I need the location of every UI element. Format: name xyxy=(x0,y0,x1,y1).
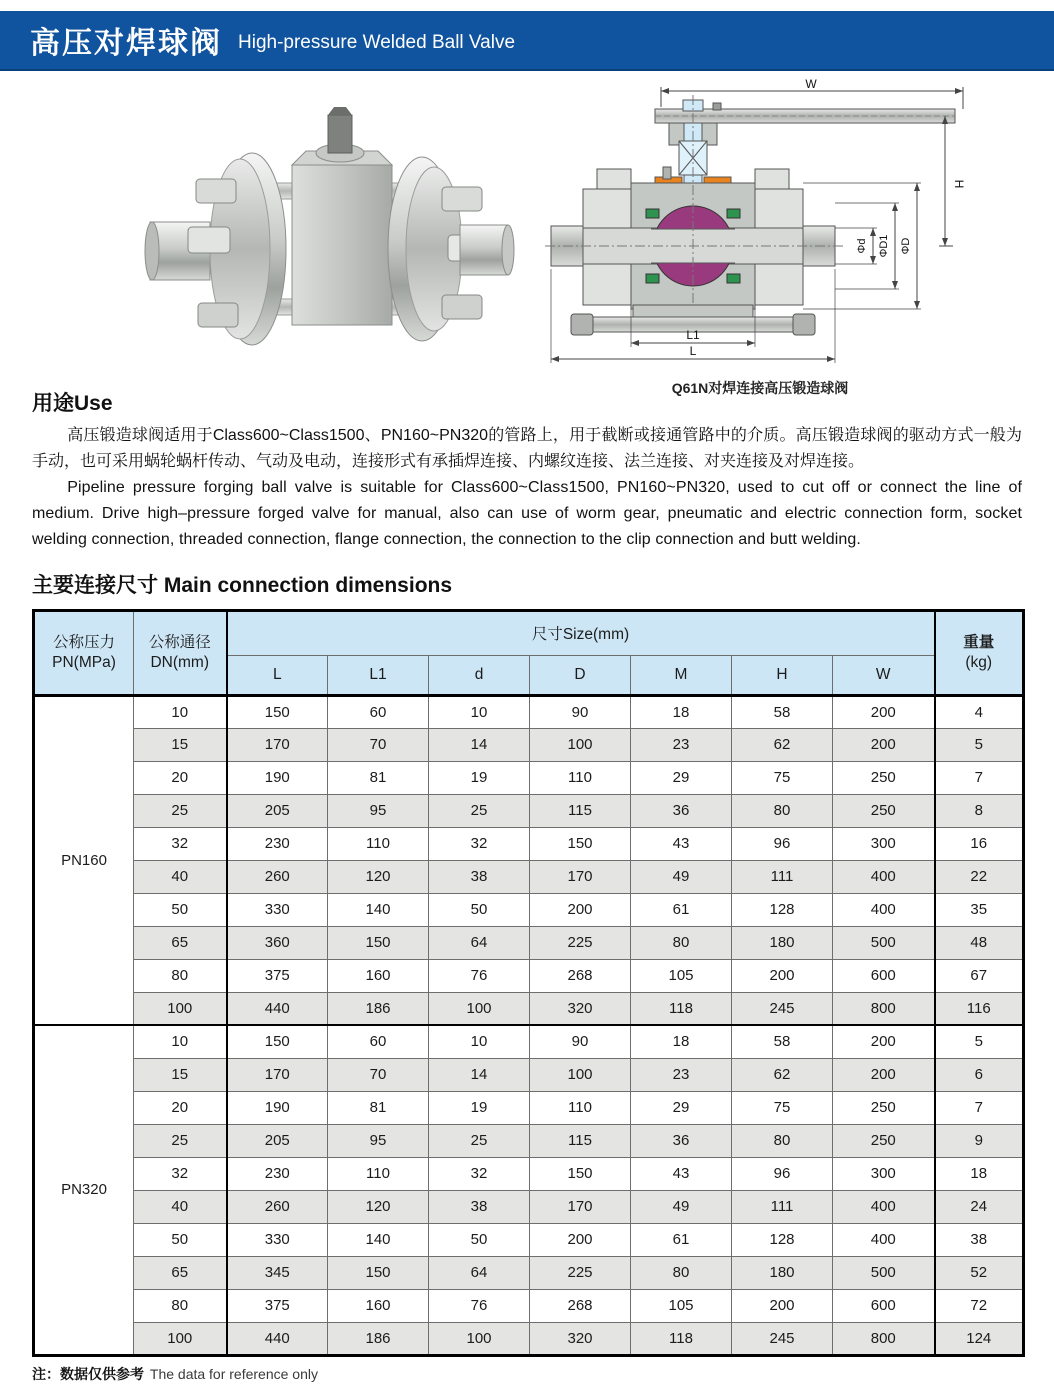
table-row xyxy=(34,1157,1024,1190)
dn-cell: 100 xyxy=(134,992,227,1025)
dimension-cell: 110 xyxy=(530,761,631,794)
dn-cell: 32 xyxy=(134,1157,227,1190)
table-row xyxy=(34,926,1024,959)
dimension-cell: 18 xyxy=(631,695,732,728)
dimension-cell: 150 xyxy=(328,1256,429,1289)
dimension-cell: 111 xyxy=(732,1190,833,1223)
dimension-cell: 200 xyxy=(833,728,935,761)
dimension-cell: 110 xyxy=(328,827,429,860)
dn-cell: 50 xyxy=(134,893,227,926)
dimension-cell: 200 xyxy=(530,893,631,926)
dimension-cell: 440 xyxy=(227,1322,328,1355)
dimension-cell: 75 xyxy=(732,1091,833,1124)
weight-cell: 35 xyxy=(935,893,1024,926)
dimension-cell: 140 xyxy=(328,1223,429,1256)
dimension-cell: 81 xyxy=(328,1091,429,1124)
dimension-cell: 43 xyxy=(631,1157,732,1190)
dimension-cell: 186 xyxy=(328,992,429,1025)
note-zh: 注：数据仅供参考 xyxy=(32,1365,144,1382)
dn-cell: 15 xyxy=(134,1058,227,1091)
weight-cell: 48 xyxy=(935,926,1024,959)
weight-cell: 16 xyxy=(935,827,1024,860)
dimension-cell: 250 xyxy=(833,1091,935,1124)
dimension-cell: 320 xyxy=(530,1322,631,1355)
dimension-cell: 600 xyxy=(833,959,935,992)
dimension-cell: 60 xyxy=(328,695,429,728)
weight-cell: 52 xyxy=(935,1256,1024,1289)
dimension-cell: 105 xyxy=(631,1289,732,1322)
weight-cell: 7 xyxy=(935,761,1024,794)
dimension-cell: 200 xyxy=(732,1289,833,1322)
dimension-cell: 61 xyxy=(631,893,732,926)
dimension-cell: 10 xyxy=(429,1025,530,1058)
dn-cell: 80 xyxy=(134,959,227,992)
dn-cell: 80 xyxy=(134,1289,227,1322)
dimension-cell: 800 xyxy=(833,1322,935,1355)
table-row xyxy=(34,1256,1024,1289)
weight-cell: 9 xyxy=(935,1124,1024,1157)
weight-cell: 22 xyxy=(935,860,1024,893)
dimension-cell: 500 xyxy=(833,926,935,959)
dimension-cell: 115 xyxy=(530,794,631,827)
dimension-cell: 128 xyxy=(732,893,833,926)
dimension-cell: 186 xyxy=(328,1322,429,1355)
dim-column-header: W xyxy=(833,655,935,695)
dn-cell: 15 xyxy=(134,728,227,761)
dimension-cell: 268 xyxy=(530,1289,631,1322)
table-row xyxy=(34,992,1024,1025)
size-group-header: 尺寸Size(mm) xyxy=(227,610,935,655)
dimension-cell: 25 xyxy=(429,794,530,827)
dimension-cell: 62 xyxy=(732,1058,833,1091)
dimension-cell: 160 xyxy=(328,959,429,992)
dimension-cell: 111 xyxy=(732,860,833,893)
dimension-cell: 600 xyxy=(833,1289,935,1322)
dn-cell: 10 xyxy=(134,695,227,728)
dimension-cell: 190 xyxy=(227,761,328,794)
table-row xyxy=(34,695,1024,728)
dn-cell: 65 xyxy=(134,1256,227,1289)
dimension-cell: 38 xyxy=(429,860,530,893)
dim-label-l1: L1 xyxy=(685,328,700,342)
dimension-cell: 36 xyxy=(631,794,732,827)
dimension-cell: 225 xyxy=(530,926,631,959)
dimension-cell: 29 xyxy=(631,761,732,794)
dn-cell: 65 xyxy=(134,926,227,959)
dn-column-header xyxy=(134,610,227,695)
title-banner xyxy=(0,11,1054,71)
dimension-cell: 100 xyxy=(530,1058,631,1091)
drawing-caption: Q61N对焊连接高压锻造球阀 xyxy=(671,380,849,396)
dimension-cell: 23 xyxy=(631,1058,732,1091)
dimension-cell: 300 xyxy=(833,827,935,860)
pressure-header-zh: 公称压力 xyxy=(52,634,115,652)
dimension-cell: 58 xyxy=(732,1025,833,1058)
dimension-cell: 95 xyxy=(328,1124,429,1157)
dim-label-w: W xyxy=(804,79,817,91)
dim-label-phiD1: ΦD1 xyxy=(877,234,890,258)
weight-cell: 18 xyxy=(935,1157,1024,1190)
dimension-cell: 118 xyxy=(631,992,732,1025)
weight-cell: 7 xyxy=(935,1091,1024,1124)
dimension-cell: 96 xyxy=(732,827,833,860)
dimension-cell: 800 xyxy=(833,992,935,1025)
dimension-cell: 64 xyxy=(429,926,530,959)
dimension-cell: 150 xyxy=(530,827,631,860)
dimension-cell: 29 xyxy=(631,1091,732,1124)
table-row xyxy=(34,827,1024,860)
dimension-cell: 440 xyxy=(227,992,328,1025)
dimension-cell: 360 xyxy=(227,926,328,959)
table-row xyxy=(34,1091,1024,1124)
dimension-cell: 320 xyxy=(530,992,631,1025)
weight-cell: 5 xyxy=(935,1025,1024,1058)
dimension-cell: 230 xyxy=(227,827,328,860)
dimension-cell: 14 xyxy=(429,728,530,761)
table-row xyxy=(34,1322,1024,1355)
table-row xyxy=(34,959,1024,992)
valve-photo xyxy=(130,87,530,382)
table-note xyxy=(32,1364,1022,1384)
dimension-cell: 180 xyxy=(732,926,833,959)
dimension-cell: 18 xyxy=(631,1025,732,1058)
dimension-cell: 200 xyxy=(833,1058,935,1091)
dimension-cell: 150 xyxy=(328,926,429,959)
dimension-cell: 80 xyxy=(732,794,833,827)
use-paragraph-en: Pipeline pressure forging ball valve is suitable for Class600~Class1500, PN160~PN320, used to cut off or connect the line of medium. Drive high–pressure forged valve for manual, also can use of worm gear, pneumatic and electric connection form, socket welding connection, threaded connection, flange connection, the connection to the clip connection and butt welding. xyxy=(32,478,1022,548)
weight-cell: 124 xyxy=(935,1322,1024,1355)
dimension-cell: 245 xyxy=(732,1322,833,1355)
dimension-cell: 250 xyxy=(833,1124,935,1157)
dimension-cell: 80 xyxy=(631,1256,732,1289)
dimension-cell: 120 xyxy=(328,1190,429,1223)
dimension-cell: 245 xyxy=(732,992,833,1025)
dn-cell: 25 xyxy=(134,794,227,827)
dimension-cell: 345 xyxy=(227,1256,328,1289)
dim-label-phiD: ΦD xyxy=(899,237,912,255)
pressure-header-en: PN(MPa) xyxy=(52,653,116,671)
dn-header-zh: 公称通径 xyxy=(148,634,211,652)
dimension-cell: 36 xyxy=(631,1124,732,1157)
dimension-cell: 100 xyxy=(429,1322,530,1355)
use-heading: 用途Use xyxy=(32,392,113,415)
weight-cell: 24 xyxy=(935,1190,1024,1223)
dimension-cell: 260 xyxy=(227,860,328,893)
dimension-cell: 160 xyxy=(328,1289,429,1322)
dimension-cell: 150 xyxy=(227,1025,328,1058)
table-row xyxy=(34,1289,1024,1322)
dimension-cell: 225 xyxy=(530,1256,631,1289)
dimension-cell: 330 xyxy=(227,893,328,926)
page-title-en: High-pressure Welded Ball Valve xyxy=(238,32,516,53)
dimension-cell: 190 xyxy=(227,1091,328,1124)
dimension-table xyxy=(32,609,1025,1357)
dimension-cell: 375 xyxy=(227,1289,328,1322)
dimension-cell: 300 xyxy=(833,1157,935,1190)
dimension-cell: 118 xyxy=(631,1322,732,1355)
dimension-cell: 38 xyxy=(429,1190,530,1223)
dimension-cell: 205 xyxy=(227,794,328,827)
dimension-table-body xyxy=(34,695,1024,1355)
dn-cell: 20 xyxy=(134,1091,227,1124)
table-row xyxy=(34,761,1024,794)
dimension-cell: 180 xyxy=(732,1256,833,1289)
dn-cell: 40 xyxy=(134,1190,227,1223)
dimension-cell: 150 xyxy=(530,1157,631,1190)
dn-cell: 40 xyxy=(134,860,227,893)
weight-cell: 38 xyxy=(935,1223,1024,1256)
dn-cell: 10 xyxy=(134,1025,227,1058)
dn-cell: 25 xyxy=(134,1124,227,1157)
weight-header-zh: 重量 xyxy=(963,634,995,652)
dim-column-header: M xyxy=(631,655,732,695)
weight-cell: 72 xyxy=(935,1289,1024,1322)
weight-column-header xyxy=(935,610,1024,695)
dimension-cell: 500 xyxy=(833,1256,935,1289)
table-row xyxy=(34,1190,1024,1223)
dimension-cell: 50 xyxy=(429,1223,530,1256)
dimension-cell: 60 xyxy=(328,1025,429,1058)
pressure-group-label: PN320 xyxy=(34,1025,134,1355)
figures-section xyxy=(0,71,1054,396)
note-en: The data for reference only xyxy=(149,1365,318,1382)
dimension-cell: 90 xyxy=(530,695,631,728)
table-row xyxy=(34,893,1024,926)
dimension-cell: 23 xyxy=(631,728,732,761)
dimension-cell: 260 xyxy=(227,1190,328,1223)
dimension-cell: 100 xyxy=(429,992,530,1025)
table-row xyxy=(34,1025,1024,1058)
dimension-cell: 64 xyxy=(429,1256,530,1289)
dimension-cell: 49 xyxy=(631,1190,732,1223)
dimension-cell: 110 xyxy=(530,1091,631,1124)
dimension-cell: 400 xyxy=(833,1223,935,1256)
dimension-cell: 400 xyxy=(833,860,935,893)
weight-cell: 8 xyxy=(935,794,1024,827)
dim-column-header: L1 xyxy=(328,655,429,695)
dimension-cell: 76 xyxy=(429,1289,530,1322)
dimension-cell: 43 xyxy=(631,827,732,860)
weight-header-en: (kg) xyxy=(965,653,993,671)
dimension-cell: 100 xyxy=(530,728,631,761)
dimension-cell: 170 xyxy=(227,1058,328,1091)
dim-column-header: D xyxy=(530,655,631,695)
weight-cell: 5 xyxy=(935,728,1024,761)
dim-label-phid: Φd xyxy=(855,238,868,254)
dimension-cell: 50 xyxy=(429,893,530,926)
dimension-cell: 58 xyxy=(732,695,833,728)
table-row xyxy=(34,794,1024,827)
table-row xyxy=(34,1223,1024,1256)
dn-cell: 32 xyxy=(134,827,227,860)
weight-cell: 67 xyxy=(935,959,1024,992)
weight-cell: 6 xyxy=(935,1058,1024,1091)
dimensions-section xyxy=(0,553,1054,1384)
dim-column-header: H xyxy=(732,655,833,695)
dimension-cell: 268 xyxy=(530,959,631,992)
catalog-page xyxy=(0,11,1054,1393)
dimension-cell: 200 xyxy=(833,1025,935,1058)
dimension-cell: 205 xyxy=(227,1124,328,1157)
dimension-cell: 115 xyxy=(530,1124,631,1157)
dimension-cell: 81 xyxy=(328,761,429,794)
dimension-cell: 150 xyxy=(227,695,328,728)
dimension-cell: 80 xyxy=(631,926,732,959)
dim-label-h: H xyxy=(951,179,966,189)
dimension-cell: 230 xyxy=(227,1157,328,1190)
dimension-cell: 76 xyxy=(429,959,530,992)
dim-label-l: L xyxy=(689,344,696,358)
dimension-cell: 95 xyxy=(328,794,429,827)
dn-header-en: DN(mm) xyxy=(150,653,210,671)
dimension-cell: 400 xyxy=(833,1190,935,1223)
dimension-cell: 200 xyxy=(732,959,833,992)
dimension-cell: 170 xyxy=(227,728,328,761)
dimension-cell: 70 xyxy=(328,1058,429,1091)
dimension-cell: 170 xyxy=(530,1190,631,1223)
dimension-cell: 10 xyxy=(429,695,530,728)
dim-column-header: L xyxy=(227,655,328,695)
dimension-cell: 61 xyxy=(631,1223,732,1256)
dimension-cell: 128 xyxy=(732,1223,833,1256)
dimension-cell: 105 xyxy=(631,959,732,992)
dimension-cell: 400 xyxy=(833,893,935,926)
dimension-cell: 330 xyxy=(227,1223,328,1256)
dn-cell: 50 xyxy=(134,1223,227,1256)
dim-column-header: d xyxy=(429,655,530,695)
dimension-cell: 19 xyxy=(429,761,530,794)
table-row xyxy=(34,1058,1024,1091)
valve-drawing xyxy=(540,79,980,396)
dimension-cell: 32 xyxy=(429,827,530,860)
table-row xyxy=(34,860,1024,893)
dimension-cell: 70 xyxy=(328,728,429,761)
dimension-cell: 200 xyxy=(530,1223,631,1256)
pressure-column-header xyxy=(34,610,134,695)
page-title-zh: 高压对焊球阀 xyxy=(30,27,222,60)
dimensions-heading: 主要连接尺寸 Main connection dimensions xyxy=(32,573,453,597)
table-row xyxy=(34,1124,1024,1157)
weight-cell: 116 xyxy=(935,992,1024,1025)
dimension-cell: 19 xyxy=(429,1091,530,1124)
dimension-cell: 75 xyxy=(732,761,833,794)
dimension-cell: 120 xyxy=(328,860,429,893)
use-section xyxy=(0,379,1054,553)
dn-cell: 20 xyxy=(134,761,227,794)
dimension-cell: 170 xyxy=(530,860,631,893)
use-paragraph-zh: 高压锻造球阀适用于Class600~Class1500、PN160~PN320的管路上，用于截断或接通管路中的介质。高压锻造球阀的驱动方式一般为手动，也可采用蜗轮蜗杆传动、气动及电动，连接形式有承插焊连接、内螺纹连接、法兰连接、对夹连接及对焊连接。 xyxy=(32,427,1022,470)
dimension-cell: 62 xyxy=(732,728,833,761)
dimension-cell: 14 xyxy=(429,1058,530,1091)
dimension-cell: 25 xyxy=(429,1124,530,1157)
dn-cell: 100 xyxy=(134,1322,227,1355)
dimension-cell: 110 xyxy=(328,1157,429,1190)
dimension-cell: 32 xyxy=(429,1157,530,1190)
dimension-cell: 140 xyxy=(328,893,429,926)
pressure-group-label: PN160 xyxy=(34,695,134,1025)
dimension-cell: 250 xyxy=(833,794,935,827)
dimension-cell: 96 xyxy=(732,1157,833,1190)
dimension-cell: 375 xyxy=(227,959,328,992)
dimension-cell: 200 xyxy=(833,695,935,728)
dimension-cell: 49 xyxy=(631,860,732,893)
dimension-cell: 250 xyxy=(833,761,935,794)
weight-cell: 4 xyxy=(935,695,1024,728)
table-row xyxy=(34,728,1024,761)
dimension-cell: 90 xyxy=(530,1025,631,1058)
dimension-cell: 80 xyxy=(732,1124,833,1157)
